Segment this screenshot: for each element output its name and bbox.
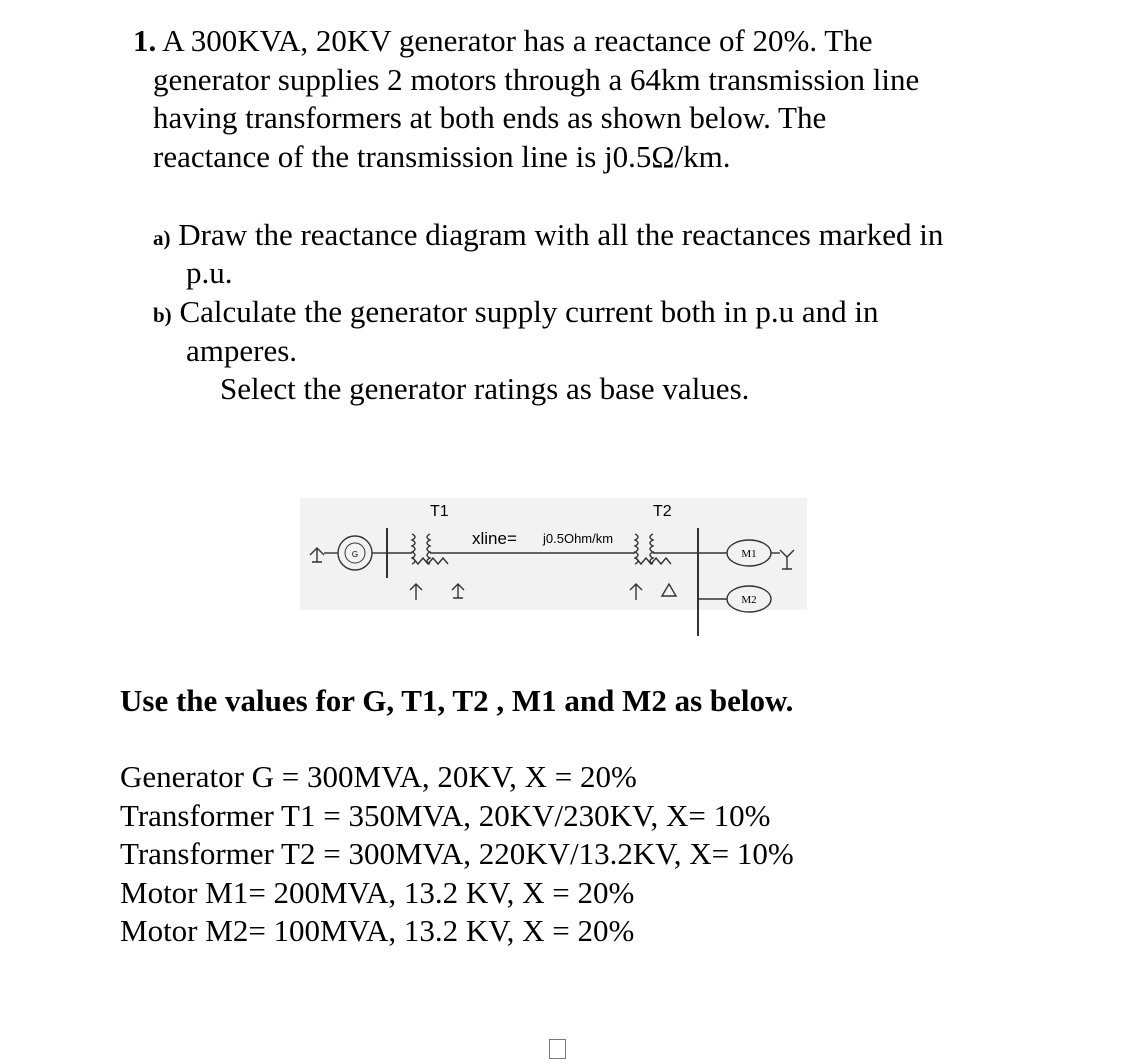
t2-secondary-coil xyxy=(650,534,653,564)
t2-delta-icon xyxy=(662,584,676,596)
t2-wye-grounded-icon xyxy=(630,584,642,600)
t2-label: T2 xyxy=(653,503,672,520)
transformer-t2-value: Transformer T2 = 300MVA, 220KV/13.2KV, X= 10% xyxy=(120,836,794,872)
t2-zigzag-core xyxy=(636,558,671,564)
generator-value: Generator G = 300MVA, 20KV, X = 20% xyxy=(120,759,637,794)
question-block xyxy=(133,22,1033,176)
t1-label: T1 xyxy=(430,503,449,520)
part-a-tag: a) xyxy=(153,226,171,250)
motor-m2-value: Motor M2= 100MVA, 13.2 KV, X = 20% xyxy=(120,913,635,949)
transformer-t1-value: Transformer T1 = 350MVA, 20KV/230KV, X= 10% xyxy=(120,797,771,833)
t1-wye-primary-icon xyxy=(410,584,422,600)
base-values-note: Select the generator ratings as base values. xyxy=(220,371,750,406)
question-number: 1. xyxy=(133,23,157,58)
part-a-line-2: p.u. xyxy=(186,255,233,290)
m1-ground-icon xyxy=(780,550,794,569)
question-text-1: A 300KVA, 20KV generator has a reactance of 20%. The xyxy=(162,23,873,58)
part-b-line-2: amperes. xyxy=(186,333,298,368)
motor-m2-label: M2 xyxy=(741,594,757,606)
placeholder-box xyxy=(549,1039,566,1059)
diagram-svg xyxy=(300,498,807,638)
part-b-tag: b) xyxy=(153,303,172,327)
part-b-text: Calculate the generator supply current both in p.u and in xyxy=(179,294,879,329)
motor-m1-value: Motor M1= 200MVA, 13.2 KV, X = 20% xyxy=(120,874,635,910)
single-line-diagram xyxy=(300,498,807,610)
question-line-3: having transformers at both ends as shown below. The xyxy=(153,100,827,135)
motor-m1-label: M1 xyxy=(741,548,757,560)
generator-label: G xyxy=(351,550,359,559)
part-a-text: Draw the reactance diagram with all the reactances marked in xyxy=(178,217,944,252)
part-b-line-1 xyxy=(153,293,878,335)
component-values xyxy=(120,758,794,951)
part-a-line-1 xyxy=(153,216,943,258)
t1-zigzag-core xyxy=(413,558,448,564)
t1-wye-grounded-icon xyxy=(452,584,464,598)
question-line-2: generator supplies 2 motors through a 64km transmission line xyxy=(153,61,920,97)
generator-ground-icon xyxy=(310,548,324,562)
line-reactance-label: xline= xyxy=(472,529,517,548)
values-heading: Use the values for G, T1, T2 , M1 and M2 as below. xyxy=(120,683,794,718)
question-line-4: reactance of the transmission line is j0.5Ω/km. xyxy=(153,138,731,174)
question-line-1 xyxy=(133,22,1033,61)
line-reactance-value: j0.5Ohm/km xyxy=(543,531,614,546)
t1-secondary-coil xyxy=(427,534,430,564)
